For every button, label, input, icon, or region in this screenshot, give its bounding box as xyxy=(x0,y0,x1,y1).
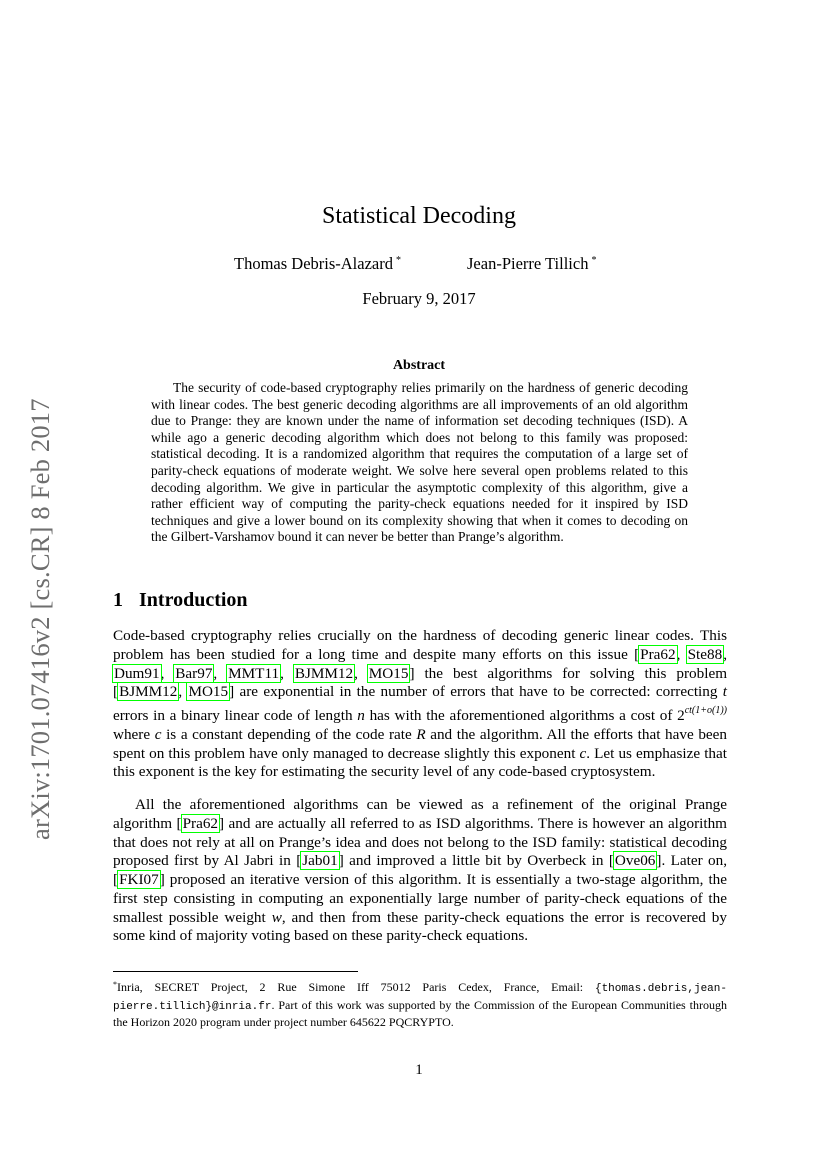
author-1 xyxy=(234,254,401,274)
text-run: . Later on, xyxy=(661,852,727,870)
math-exponent: ct(1+o(1)) xyxy=(684,705,727,716)
math-var: R xyxy=(416,725,426,743)
citation-link[interactable]: Dum91 xyxy=(114,664,160,682)
text-run: Inria, SECRET Project, 2 Rue Simone Iff 75012 Paris Cedex, France, Email: xyxy=(117,980,595,994)
arxiv-sidebar xyxy=(18,375,62,840)
abstract-heading: Abstract xyxy=(392,358,446,373)
author-1-name: Thomas Debris-Alazard xyxy=(234,254,393,273)
citation-link[interactable]: Pra62 xyxy=(182,814,219,832)
math-base: 2 xyxy=(677,707,685,724)
text-run: is a constant depending of the code rate xyxy=(161,725,417,743)
section-number: 1 xyxy=(113,589,123,611)
text-run: and improved a little bit by Overbeck in xyxy=(343,852,609,870)
text-run: and are actually all referred to as ISD algorithms. There is however an algorithm that does not rely at all on Prange’s idea and does not belong to the ISD family: statistical decoding proposed first by Al Jabri in xyxy=(113,814,727,870)
citation-link[interactable]: MMT11 xyxy=(228,664,280,682)
text-run: errors in a binary linear code of length xyxy=(113,707,358,724)
math-var: c xyxy=(579,744,587,762)
author-2-mark: * xyxy=(591,255,597,266)
abstract-body: The security of code-based cryptography relies primarily on the hardness of generic decoding with linear codes. The best generic decoding algorithms are all improvements of an old algorithm due to Prange: they are known under the name of information set decoding techniques (ISD). A while ago a generic decoding algorithm which does not belong to this family was proposed: statistical decoding. It is a randomized algorithm that requires the computation of a large set of parity-check equations of moderate weight. We solve here several open problems related to this decoding algorithm. We give in particular the asymptotic complexity of this algorithm, give a rather efficient way of computing the parity-check equations needed for it inspired by ISD techniques and give a lower bound on its complexity showing that when it comes to decoding on the Gilbert-Varshamov bound it can never be better than Prange’s algorithm. xyxy=(151,380,688,545)
section-heading xyxy=(113,589,248,612)
text-run: , and then from these parity-check equations the error is recovered by some kind of majority voting based on these parity-check equations. xyxy=(113,908,727,945)
section-title: Introduction xyxy=(139,589,248,611)
author-1-mark: * xyxy=(395,255,401,266)
footnote-mark: * xyxy=(113,980,117,989)
text-run: . Part of this work was supported by the Commission of the European Communities through the Horizon 2020 program under project number 645622 PQCRYPTO. xyxy=(113,997,727,1029)
text-run: . Let us emphasize that this exponent is the key for estimating the security level of any code-based cryptosystem. xyxy=(113,744,727,781)
footnote-email: {thomas.debris,jean-pierre.tillich}@inria.fr xyxy=(113,983,727,1013)
text-run: the best algorithms for solving this problem xyxy=(414,664,728,682)
citation-link[interactable]: MO15 xyxy=(368,664,409,682)
paper-title: Statistical Decoding xyxy=(322,203,516,229)
author-2 xyxy=(467,254,596,274)
citation-link[interactable]: Bar97 xyxy=(175,664,213,682)
text-run: proposed an iterative version of this algorithm. It is essentially a two-stage algorithm, the first step consisting in computing an exponentially large number of parity-check equations of the smallest possible weight xyxy=(113,871,727,926)
citation-link[interactable]: FKI07 xyxy=(119,871,159,888)
author-2-name: Jean-Pierre Tillich xyxy=(467,254,589,273)
citation-link[interactable]: Jab01 xyxy=(302,852,338,870)
math-var: w xyxy=(271,908,282,926)
math-var: n xyxy=(357,707,365,724)
math-var: t xyxy=(722,683,728,701)
abstract-text xyxy=(151,380,688,546)
citation-link[interactable]: Ste88 xyxy=(687,645,723,663)
text-run: and the algorithm. All the efforts that have been spent on this problem have only managed to decrease slightly this exponent xyxy=(113,725,727,762)
footnote xyxy=(113,977,727,1031)
intro-paragraph-2: All the aforementioned algorithms can be viewed as a refinement of the original Prange algorithm [Pra62] and are actually all referred to as ISD algorithms. There is however an algorithm that does not rely at all on Prange’s idea and does not belong to the ISD family: statistical decoding proposed first by Al Jabri in [Jab01] and improved a little bit by Overbeck in [Ove06]. Later on, [FKI07] proposed an iterative version of this algorithm. It is essentially a two-stage algorithm, the first step consisting in computing an exponentially large number of parity-check equations of the smallest possible weight w, and then from these parity-check equations the error is recovered by some kind of majority voting based on these parity-check equations. xyxy=(113,796,727,945)
text-run: has with the aforementioned algorithms a cost of xyxy=(364,707,678,724)
page-number: 1 xyxy=(415,1062,423,1078)
citation-link[interactable]: BJMM12 xyxy=(294,664,354,682)
text-run: where xyxy=(113,725,155,743)
paper-date: February 9, 2017 xyxy=(362,289,476,308)
text-run: Code-based cryptography relies crucially on the hardness of decoding generic linear codes. This problem has been studied for a long time and despite many efforts on this issue xyxy=(113,627,727,663)
citation-link[interactable]: MO15 xyxy=(188,683,229,701)
citation-link[interactable]: Ove06 xyxy=(614,852,656,870)
citation-link[interactable]: Pra62 xyxy=(640,645,676,663)
footnote-rule xyxy=(113,971,358,972)
text-run: All the aforementioned algorithms can be viewed as a refinement of the original Prange algorithm xyxy=(113,796,727,832)
text-run: are exponential in the number of errors that have to be corrected: correcting xyxy=(234,683,723,701)
citation-link[interactable]: BJMM12 xyxy=(119,683,178,701)
intro-paragraph-1: Code-based cryptography relies crucially on the hardness of decoding generic linear codes. This problem has been studied for a long time and despite many efforts on this issue [Pra62, Ste88, Dum91, Bar97, MMT11, BJMM12, MO15] the best algorithms for solving this problem [BJMM12, MO15] are exponential in the number of errors that have to be corrected: correcting t errors in a binary linear code of length n has with the aforementioned algorithms a cost of $2^{ct(1+o(1))}$ where c is a constant depending of the code rate R and the algorithm. All the efforts that have been spent on this problem have only managed to decrease slightly this exponent c. Let us emphasize that this exponent is the key for estimating the security level of any code-based cryptosystem. xyxy=(113,627,728,781)
arxiv-identifier: arXiv:1701.07416v2 [cs.CR] 8 Feb 2017 xyxy=(25,398,55,840)
math-var: c xyxy=(154,725,162,743)
